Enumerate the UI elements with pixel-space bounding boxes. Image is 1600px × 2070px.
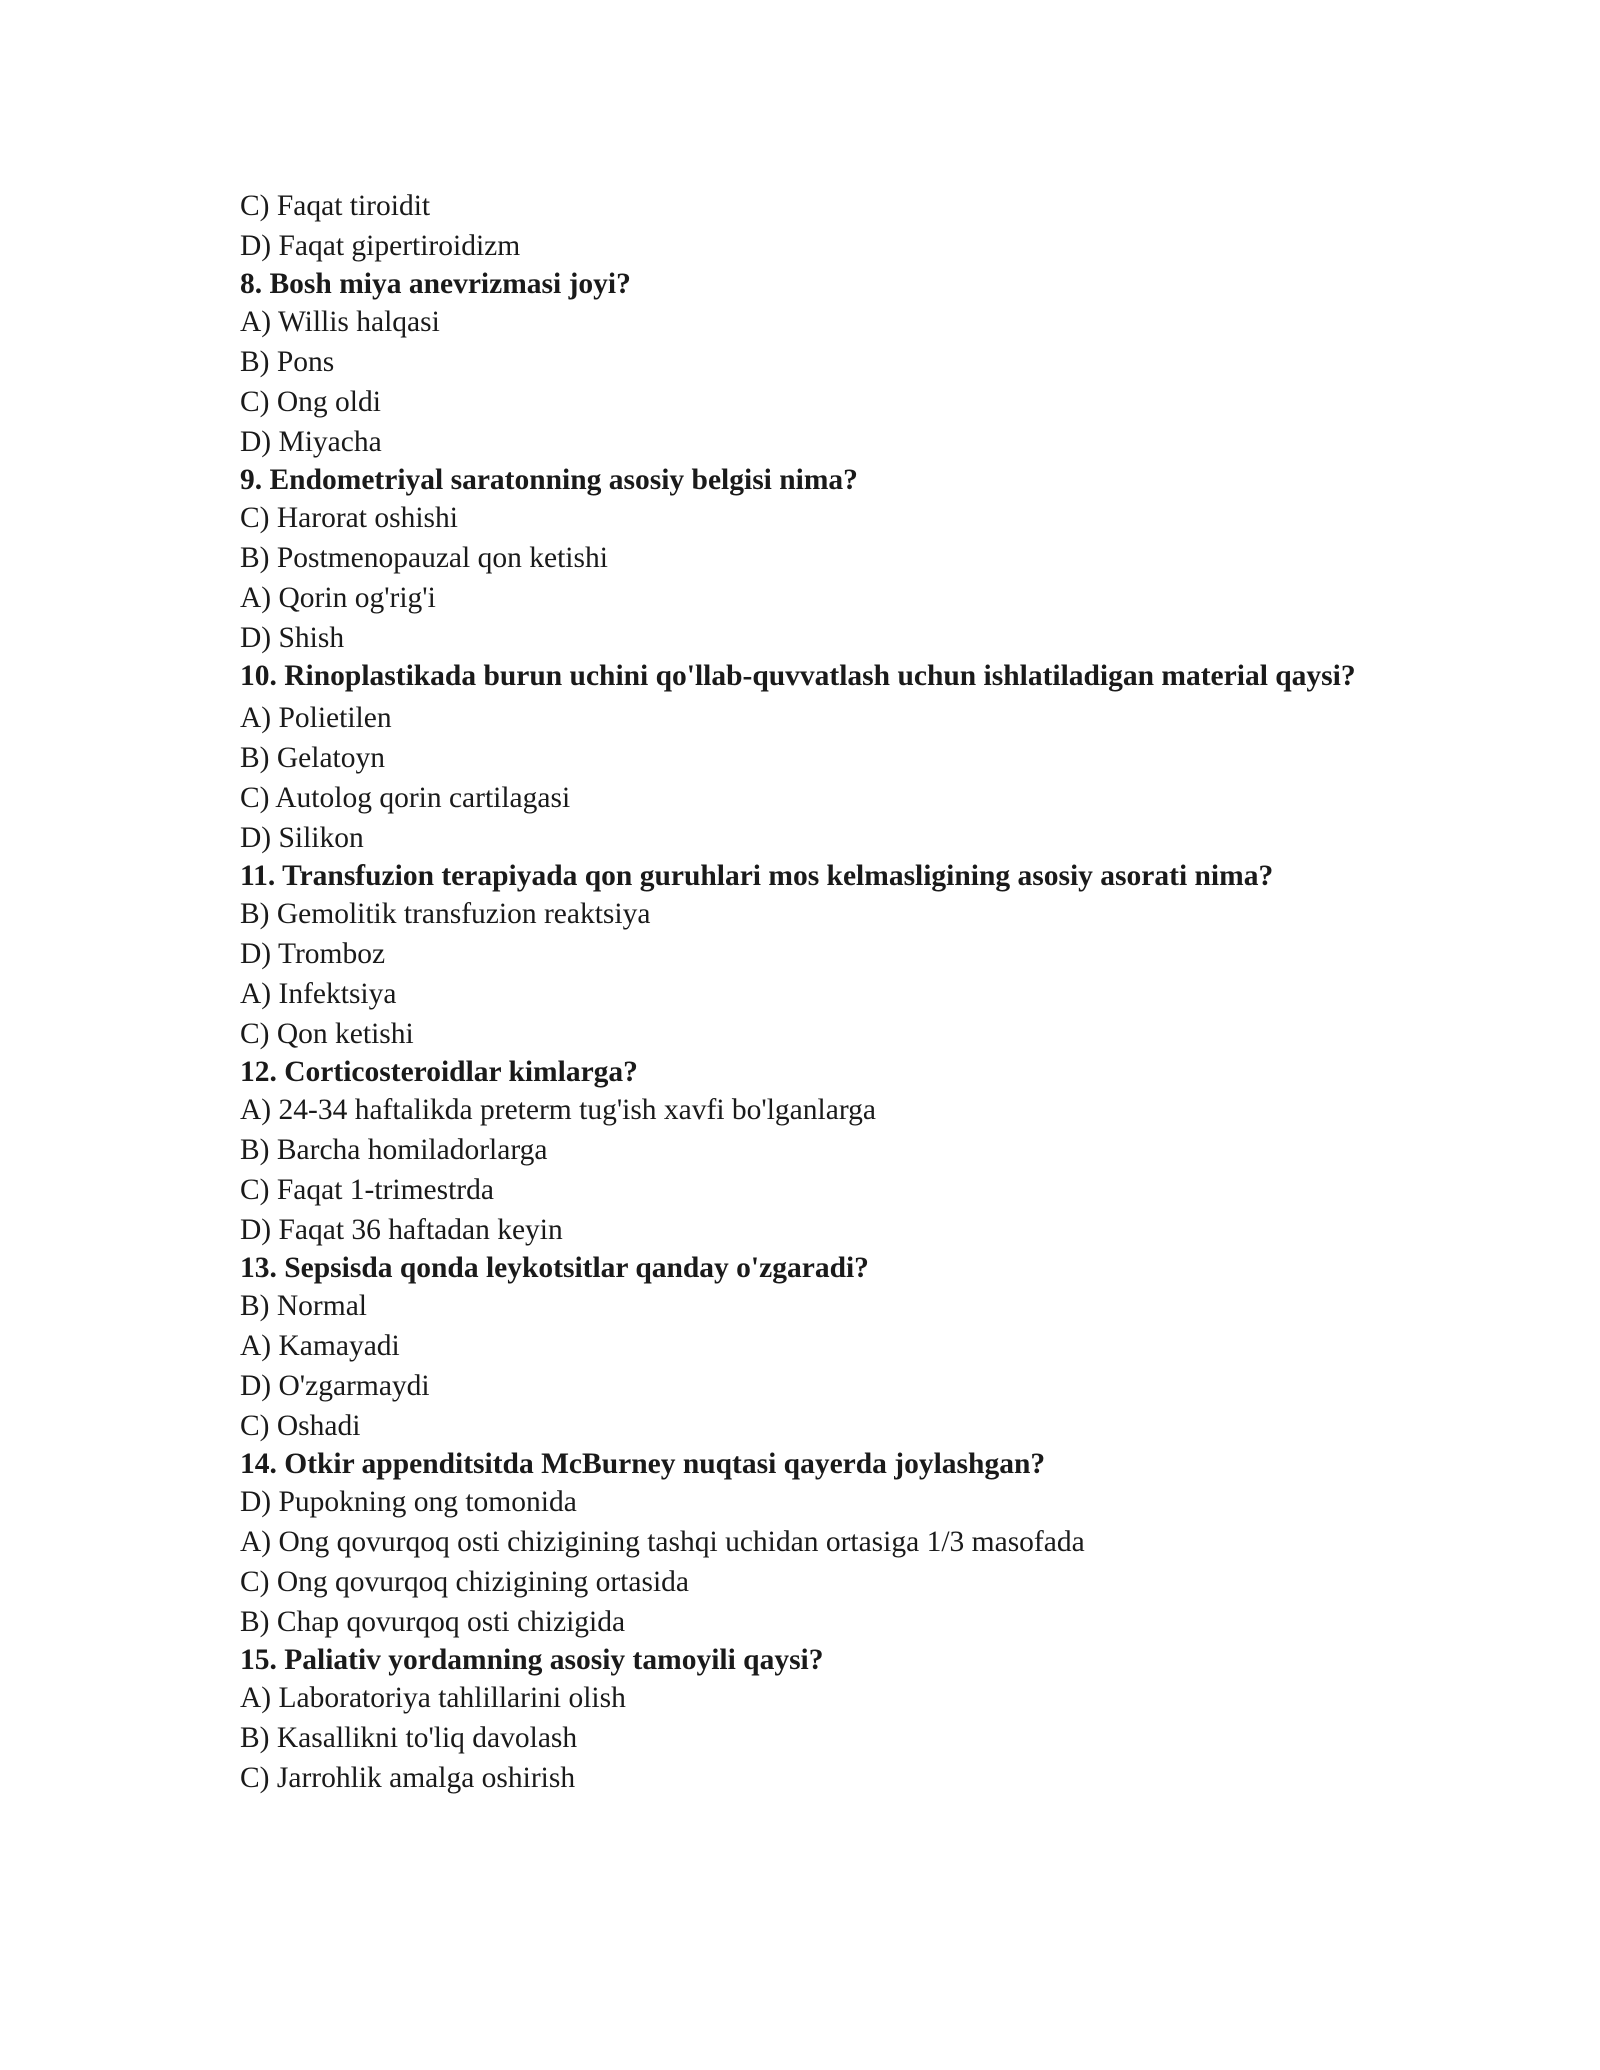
- question-heading: 13. Sepsisda qonda leykotsitlar qanday o'zgaradi?: [240, 1252, 869, 1284]
- answer-option: C) Ong qovurqoq chizigining ortasida: [240, 1566, 689, 1598]
- answer-option: C) Autolog qorin cartilagasi: [240, 782, 571, 814]
- answer-option: C) Jarrohlik amalga oshirish: [240, 1762, 576, 1794]
- answer-option: A) Infektsiya: [240, 978, 397, 1010]
- answer-option: D) Miyacha: [240, 426, 382, 458]
- answer-option: B) Normal: [240, 1290, 367, 1322]
- question-heading: 12. Corticosteroidlar kimlarga?: [240, 1056, 638, 1088]
- question-heading: 10. Rinoplastikada burun uchini qo'llab-quvvatlash uchun ishlatiladigan material qaysi?: [240, 660, 1356, 692]
- document-page: [240, 186, 1380, 1798]
- answer-option: B) Chap qovurqoq osti chizigida: [240, 1606, 626, 1638]
- answer-option: B) Kasallikni to'liq davolash: [240, 1722, 578, 1754]
- question-heading: 9. Endometriyal saratonning asosiy belgisi nima?: [240, 464, 858, 496]
- answer-option: B) Gelatoyn: [240, 742, 386, 774]
- answer-option: A) Kamayadi: [240, 1330, 400, 1362]
- question-heading: 8. Bosh miya anevrizmasi joyi?: [240, 268, 631, 300]
- answer-option: C) Faqat 1-trimestrda: [240, 1174, 494, 1206]
- answer-option: A) Polietilen: [240, 702, 392, 734]
- answer-option: A) Willis halqasi: [240, 306, 440, 338]
- question-heading: 14. Otkir appenditsitda McBurney nuqtasi qayerda joylashgan?: [240, 1448, 1046, 1480]
- answer-option: D) O'zgarmaydi: [240, 1370, 430, 1402]
- answer-option: B) Pons: [240, 346, 335, 378]
- answer-option: D) Faqat gipertiroidizm: [240, 230, 521, 262]
- answer-option: D) Silikon: [240, 822, 364, 854]
- answer-option: A) Ong qovurqoq osti chizigining tashqi uchidan ortasiga 1/3 masofada: [240, 1526, 1085, 1558]
- answer-option: C) Oshadi: [240, 1410, 361, 1442]
- answer-option: A) 24-34 haftalikda preterm tug'ish xavfi bo'lganlarga: [240, 1094, 876, 1126]
- answer-option: C) Harorat oshishi: [240, 502, 458, 534]
- question-heading: 15. Paliativ yordamning asosiy tamoyili qaysi?: [240, 1644, 824, 1676]
- answer-option: D) Pupokning ong tomonida: [240, 1486, 577, 1518]
- answer-option: D) Faqat 36 haftadan keyin: [240, 1214, 563, 1246]
- question-heading: 11. Transfuzion terapiyada qon guruhlari mos kelmasligining asosiy asorati nima?: [240, 860, 1274, 892]
- answer-option: D) Shish: [240, 622, 345, 654]
- answer-option: A) Laboratoriya tahlillarini olish: [240, 1682, 626, 1714]
- answer-option: B) Postmenopauzal qon ketishi: [240, 542, 608, 574]
- answer-option: C) Faqat tiroidit: [240, 190, 431, 222]
- answer-option: C) Ong oldi: [240, 386, 381, 418]
- answer-option: C) Qon ketishi: [240, 1018, 414, 1050]
- answer-option: A) Qorin og'rig'i: [240, 582, 436, 614]
- answer-option: D) Tromboz: [240, 938, 386, 970]
- answer-option: B) Barcha homiladorlarga: [240, 1134, 548, 1166]
- answer-option: B) Gemolitik transfuzion reaktsiya: [240, 898, 651, 930]
